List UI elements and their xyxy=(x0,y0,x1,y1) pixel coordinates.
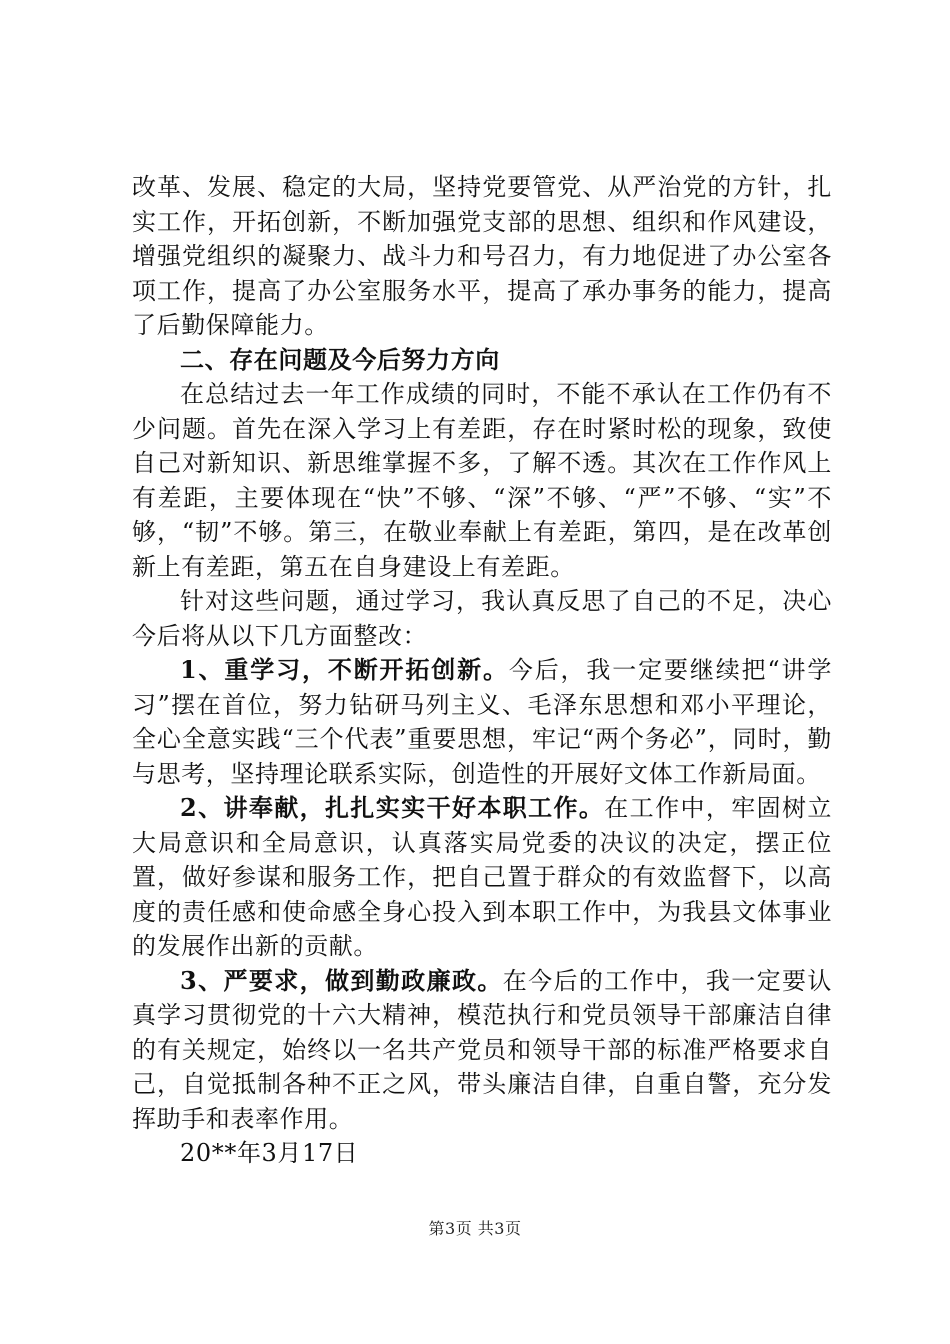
paragraph-problems: 在总结过去一年工作成绩的同时，不能不承认在工作仍有不少问题。首先在深入学习上有差距，存在时紧时松的现象，致使自己对新知识、新思维掌握不多，了解不透。其次在工作作风上有差距，主要体现在“快”不够、“深”不够、“严”不够、“实”不够，“韧”不够。第三，在敬业奉献上有差距，第四，是在改革创新上有差距，第五在自身建设上有差距。 xyxy=(132,380,832,581)
paragraph-rectification-intro: 针对这些问题，通过学习，我认真反思了自己的不足，决心今后将从以下几方面整改： xyxy=(132,587,832,650)
document-date: 20**年3月17日 xyxy=(180,1139,359,1167)
list-item-dedication-title: 2、讲奉献，扎扎实实干好本职工作。 xyxy=(180,793,605,822)
section-heading: 二、存在问题及今后努力方向 xyxy=(180,344,500,374)
paragraph-continued: 改革、发展、稳定的大局，坚持党要管党、从严治党的方针，扎实工作，开拓创新，不断加强党支部的思想、组织和作风建设，增强党组织的凝聚力、战斗力和号召力，有力地促进了办公室各项工作，提高了办公室服务水平，提高了承办事务的能力，提高了后勤保障能力。 xyxy=(132,173,832,339)
list-item-dedication-body: 在工作中，牢固树立大局意识和全局意识，认真落实局党委的决议的决定，摆正位置，做好参谋和服务工作，把自己置于群众的有效监督下，以高度的责任感和使命感全身心投入到本职工作中，为我县文体事业的发展作出新的贡献。 xyxy=(132,794,832,960)
list-item-study xyxy=(132,653,832,791)
page-number-footer: 第3页 共3页 xyxy=(428,1219,522,1238)
list-item-integrity-body: 在今后的工作中，我一定要认真学习贯彻党的十六大精神，模范执行和党员领导干部廉洁自律的有关规定，始终以一名共产党员和领导干部的标准严格要求自己，自觉抵制各种不正之风，带头廉洁自律，自重自警，充分发挥助手和表率作用。 xyxy=(132,966,832,1133)
list-item-study-title: 1、重学习，不断开拓创新。 xyxy=(180,655,509,684)
list-item-study-body: 今后，我一定要继续把“讲学习”摆在首位，努力钻研马列主义、毛泽东思想和邓小平理论，全心全意实践“三个代表”重要思想，牢记“两个务必”，同时，勤与思考，坚持理论联系实际，创造性的开展好文体工作新局面。 xyxy=(132,656,832,788)
document-body xyxy=(132,170,832,1171)
list-item-dedication xyxy=(132,791,832,964)
list-item-integrity-title: 3、严要求，做到勤政廉政。 xyxy=(180,965,503,995)
list-item-integrity xyxy=(132,964,832,1137)
